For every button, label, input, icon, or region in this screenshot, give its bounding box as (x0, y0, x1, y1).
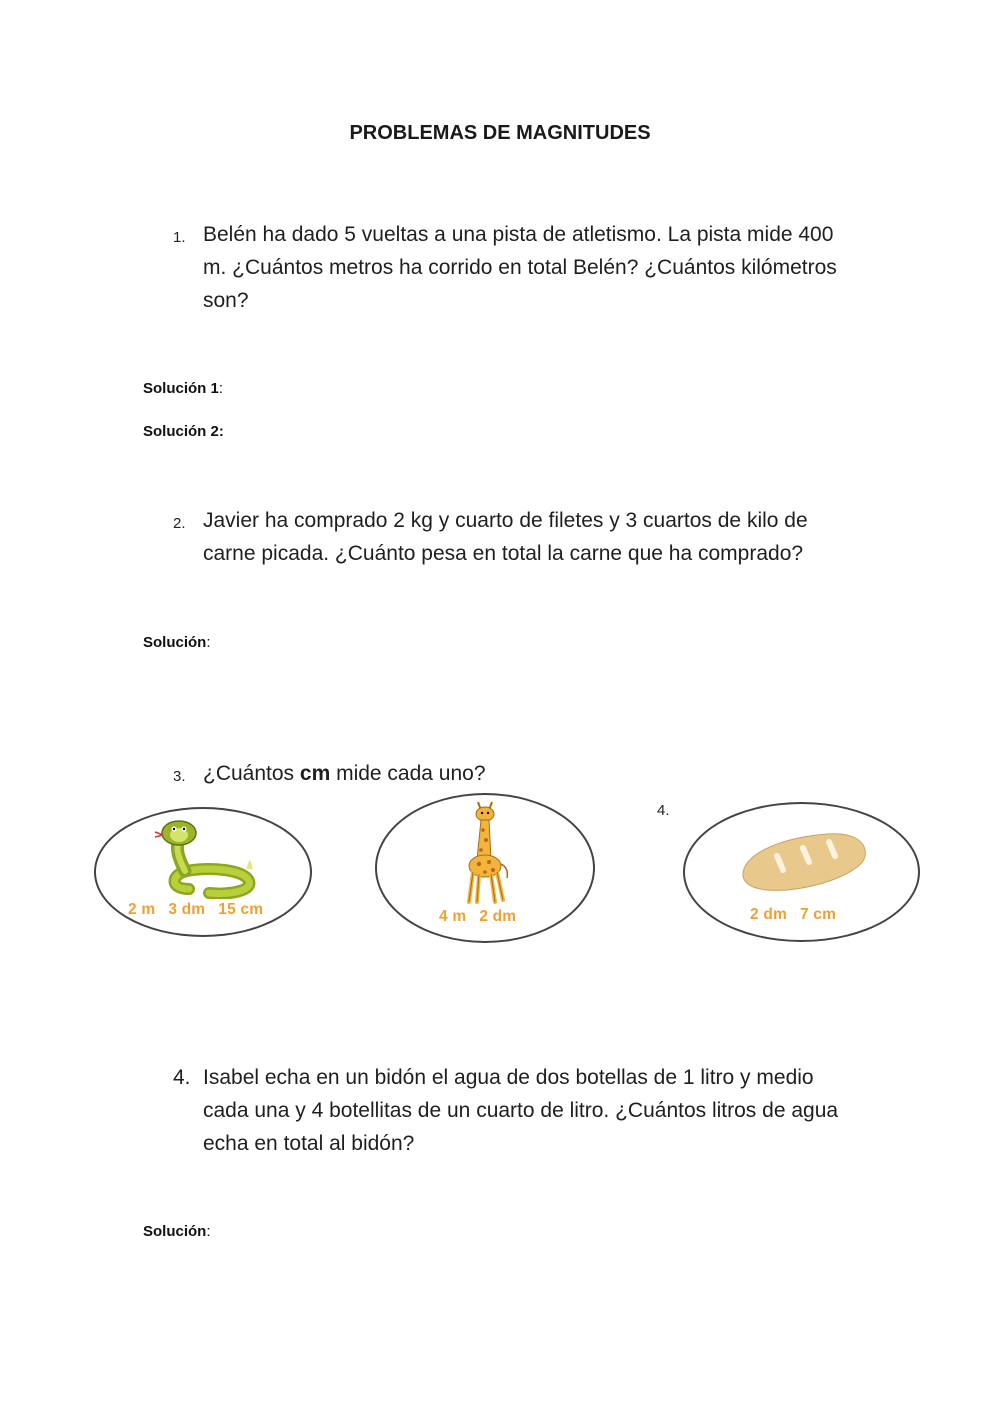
problem-3-question-start: ¿Cuántos (203, 762, 300, 785)
solution-2-label (143, 423, 224, 440)
bread-measures (750, 906, 836, 924)
problem-4-solution-label (143, 1223, 211, 1240)
problem-1-text (203, 218, 923, 317)
problem-2-number: 2. (173, 515, 186, 532)
problem-3-question-unit: cm (299, 762, 331, 785)
stray-number-4: 4. (657, 802, 670, 819)
solution-1-text: Solución 1 (143, 380, 219, 397)
snake-measure-dm: 3 dm (168, 901, 206, 918)
problem-2-solution-text: Solución (143, 634, 207, 651)
problem-4-line-3: echa en total al bidón? (203, 1132, 415, 1155)
problem-3-question-end: mide cada uno? (330, 762, 486, 785)
problem-3-question (203, 757, 486, 790)
giraffe-measure-dm: 2 dm (479, 908, 517, 925)
bread-measure-cm: 7 cm (799, 906, 837, 923)
solution-2-text: Solución 2: (143, 423, 224, 440)
page-title: PROBLEMAS DE MAGNITUDES (349, 122, 651, 144)
problem-4-number: 4. (173, 1066, 191, 1089)
problem-3-number: 3. (173, 768, 186, 785)
problem-1-number: 1. (173, 229, 186, 246)
snake-measure-m: 2 m (128, 901, 156, 918)
giraffe-oval (375, 793, 595, 943)
problem-4-solution-text: Solución (143, 1223, 207, 1240)
giraffe-icon (459, 800, 515, 908)
problem-2-line-2: carne picada. ¿Cuánto pesa en total la carne que ha comprado? (203, 542, 804, 565)
problem-2-solution-label (143, 634, 211, 651)
problem-2-text (203, 504, 923, 570)
problem-2-line-1: Javier ha comprado 2 kg y cuarto de filetes y 3 cuartos de kilo de (203, 509, 808, 532)
snake-measures (128, 901, 263, 919)
bread-oval (683, 802, 920, 942)
problem-4-line-2: cada una y 4 botellitas de un cuarto de litro. ¿Cuántos litros de agua (203, 1099, 839, 1122)
problem-1-line-1: Belén ha dado 5 vueltas a una pista de atletismo. La pista mide 400 (203, 223, 834, 246)
problem-1-line-2: m. ¿Cuántos metros ha corrido en total Belén? ¿Cuántos kilómetros (203, 256, 837, 279)
problem-1-line-3: son? (203, 289, 249, 312)
bread-measure-dm: 2 dm (750, 906, 787, 923)
snake-icon (149, 819, 259, 899)
problem-4-solution-colon: : (206, 1223, 211, 1240)
problem-4-text (203, 1061, 923, 1160)
solution-1-colon: : (218, 380, 224, 397)
bread-icon (737, 826, 871, 896)
solution-1-label (143, 380, 223, 397)
giraffe-measure-m: 4 m (439, 908, 467, 925)
snake-measure-cm: 15 cm (218, 901, 264, 918)
problem-4-line-1: Isabel echa en un bidón el agua de dos botellas de 1 litro y medio (203, 1066, 814, 1089)
giraffe-measures (439, 908, 516, 926)
problem-2-solution-colon: : (206, 634, 211, 651)
snake-oval (94, 807, 312, 937)
